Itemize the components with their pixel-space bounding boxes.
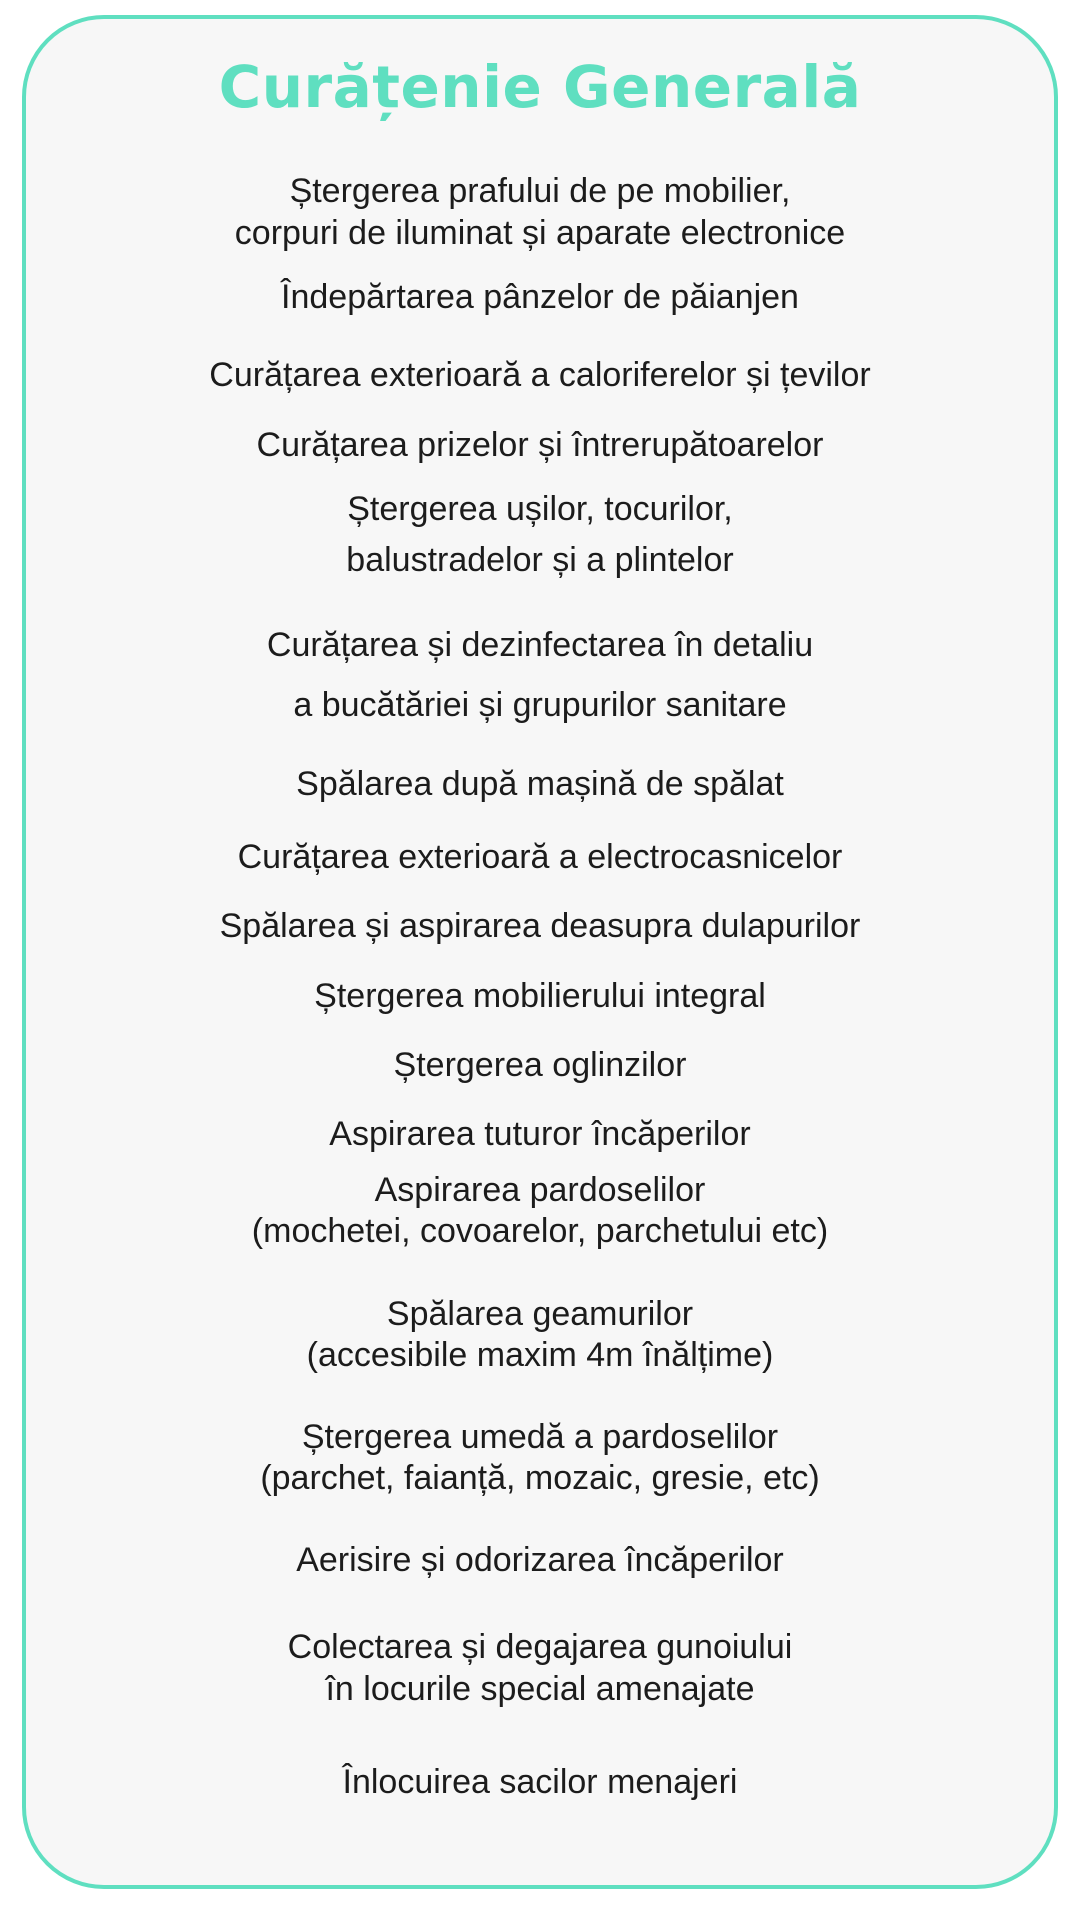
page-title: Curățenie Generală bbox=[218, 53, 862, 121]
list-item-line: Colectarea și degajarea gunoiului bbox=[287, 1628, 793, 1666]
list-item-line: Ștergerea oglinzilor bbox=[393, 1046, 687, 1084]
list-item-line: Ștergerea prafului de pe mobilier, bbox=[289, 172, 791, 210]
list-item-line: Spălarea după mașină de spălat bbox=[296, 765, 784, 803]
list-item-line: Curățarea exterioară a electrocasnicelor bbox=[237, 838, 843, 876]
list-item-line: corpuri de iluminat și aparate electronice bbox=[234, 214, 846, 252]
list-item-line: (mochetei, covoarelor, parchetului etc) bbox=[251, 1212, 829, 1250]
list-item-line: balustradelor și a plintelor bbox=[346, 541, 734, 579]
list-item-line: Ștergerea mobilierului integral bbox=[314, 977, 766, 1015]
list-item-line: a bucătăriei și grupurilor sanitare bbox=[293, 686, 787, 724]
list-item-line: Aerisire și odorizarea încăperilor bbox=[296, 1541, 784, 1579]
list-item-line: Îndepărtarea pânzelor de păianjen bbox=[281, 278, 799, 316]
list-item-line: Înlocuirea sacilor menajeri bbox=[342, 1763, 738, 1801]
list-item-line: Aspirarea pardoselilor bbox=[374, 1171, 706, 1209]
list-item-line: Ștergerea umedă a pardoselilor bbox=[301, 1418, 779, 1456]
list-item-line: Ștergerea ușilor, tocurilor, bbox=[347, 490, 733, 528]
list-item-line: Curățarea exterioară a caloriferelor și țevilor bbox=[209, 356, 871, 394]
list-item-line: Spălarea și aspirarea deasupra dulapurilor bbox=[219, 907, 861, 945]
list-item-line: Curățarea prizelor și întrerupătoarelor bbox=[256, 426, 824, 464]
services-card bbox=[22, 15, 1058, 1889]
list-item-line: în locurile special amenajate bbox=[325, 1670, 755, 1708]
list-item-line: Spălarea geamurilor bbox=[386, 1295, 694, 1333]
list-item-line: (parchet, faianță, mozaic, gresie, etc) bbox=[260, 1459, 820, 1497]
list-item-line: (accesibile maxim 4m înălțime) bbox=[306, 1336, 774, 1374]
list-item-line: Curățarea și dezinfectarea în detaliu bbox=[266, 626, 814, 664]
list-item-line: Aspirarea tuturor încăperilor bbox=[329, 1115, 751, 1153]
